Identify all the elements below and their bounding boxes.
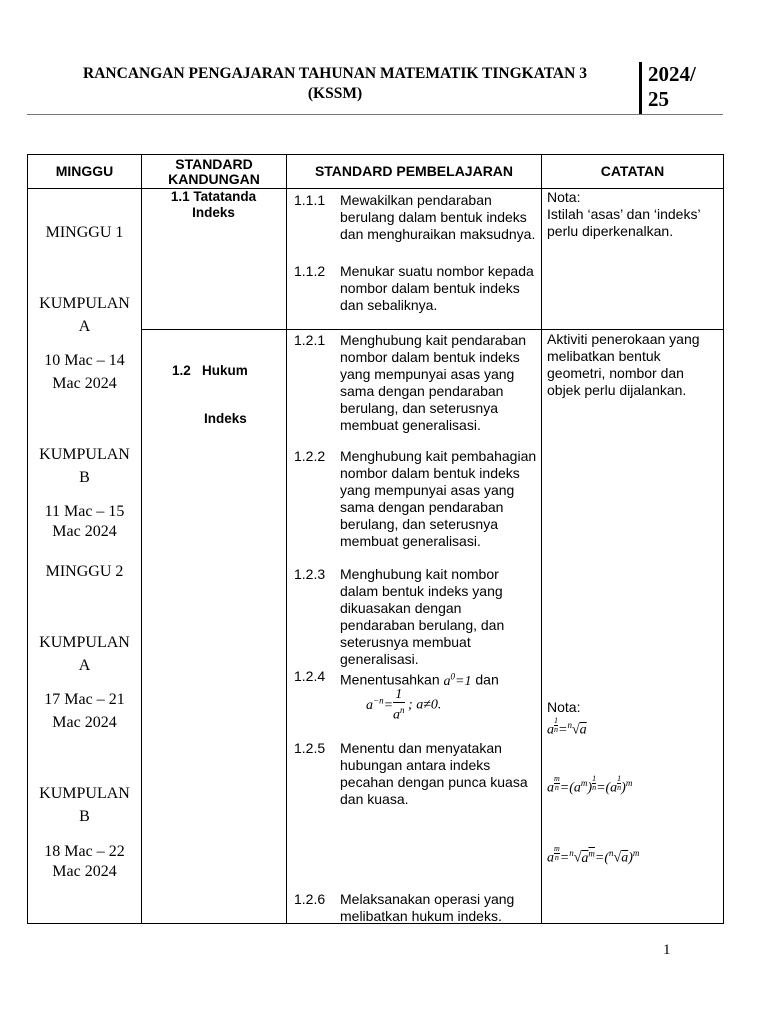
learning-standard-1-2-3 xyxy=(288,566,540,668)
document-title xyxy=(40,64,630,104)
group-label-line: A xyxy=(78,657,91,674)
standard-code: 1.2.4 xyxy=(294,668,326,684)
column-divider xyxy=(286,155,287,923)
standard-code: 1.2.1 xyxy=(294,332,326,348)
date-line: 18 Mac – 22 xyxy=(44,843,125,860)
date-range xyxy=(28,842,141,882)
group-label-line: A xyxy=(78,318,91,335)
standard-text-part: dan xyxy=(475,671,499,688)
group-label xyxy=(28,292,141,338)
column-divider xyxy=(541,155,542,923)
date-line: Mac 2024 xyxy=(52,375,117,392)
formula-fractional-root: a $^{\frac{1}{n}}$ =$^n$√a xyxy=(547,716,587,738)
standard-text: Menentu dan menyatakan hubungan antara indeks pecahan dengan punca kuasa dan kuasa. xyxy=(340,740,528,807)
standard-code: 1.2.5 xyxy=(294,740,326,756)
formula-negative-exponent: $a^{-n}=$ $\frac{1}{a^n}$ ; a≠0. xyxy=(366,687,442,723)
learning-standard-1-1-2 xyxy=(288,263,540,314)
group-label-line: KUMPULAN xyxy=(39,785,130,802)
title-line-1: RANCANGAN PENGAJARAN TAHUNAN MATEMATIK TINGKATAN 3 xyxy=(83,65,587,82)
col-header-catatan: CATATAN xyxy=(600,163,665,179)
group-label xyxy=(28,443,141,489)
learning-standard-1-2-6 xyxy=(288,891,540,925)
note-terminology xyxy=(547,189,721,240)
standard-text: Menghubung kait pendaraban nombor dalam bentuk indeks yang mempunyai asas yang sama dengan pendaraban berulang, dan seterusnya membuat generalisasi. xyxy=(340,332,527,433)
date-range xyxy=(28,502,141,542)
date-range xyxy=(28,349,141,395)
group-label xyxy=(28,782,141,828)
content-standard-1-1 xyxy=(141,189,286,221)
col-header-standard-pembelajaran: STANDARD PEMBELAJARAN xyxy=(314,163,514,179)
header-rule xyxy=(27,114,723,115)
week-label: MINGGU 2 xyxy=(45,563,124,580)
standard-code: 1.1.1 xyxy=(294,192,326,208)
year-line-1: 2024/ xyxy=(648,62,696,86)
standard-text: Menghubung kait pembahagian nombor dalam bentuk indeks yang mempunyai asas yang sama dengan pendaraban berulang, dan seterusnya membuat generalisasi. xyxy=(340,448,537,549)
column-divider xyxy=(141,155,142,923)
group-label-line: KUMPULAN xyxy=(39,295,130,312)
date-line: Mac 2024 xyxy=(52,863,117,880)
title-line-2: (KSSM) xyxy=(307,85,363,102)
row-divider xyxy=(141,329,723,330)
learning-standard-1-2-2 xyxy=(288,448,540,550)
learning-standard-1-2-1 xyxy=(288,332,540,434)
header-divider xyxy=(639,62,642,114)
standard-code: 1.1.2 xyxy=(294,263,326,279)
date-line: Mac 2024 xyxy=(52,714,117,731)
note-activity: Aktiviti penerokaan yang melibatkan bentuk geometri, nombor dan objek perlu dijalankan. xyxy=(547,331,700,398)
date-line: 11 Mac – 15 xyxy=(44,503,125,520)
group-label-line: KUMPULAN xyxy=(39,446,130,463)
content-standard-line: Indeks xyxy=(204,411,247,426)
date-line: 17 Mac – 21 xyxy=(44,691,125,708)
standard-text: Menghubung kait nombor dalam bentuk indeks yang dikuasakan dengan pendaraban berulang, dan seterusnya membuat generalisasi. xyxy=(340,566,505,667)
learning-standard-1-1-1 xyxy=(288,192,540,243)
standard-text: Melaksanakan operasi yang melibatkan hukum indeks. xyxy=(340,891,515,924)
standard-code: 1.2.6 xyxy=(294,891,326,907)
formula-power-of-power: a $^{\frac{m}{n}}$ $=(a^m)$ $^{\frac{1}{n}}$ =(a $^{\frac{1}{n}}$ )$^m$ xyxy=(547,774,633,796)
standard-text: Mewakilkan pendaraban berulang dalam bentuk indeks dan menghuraikan maksudnya. xyxy=(340,192,536,242)
date-line: Mac 2024 xyxy=(52,523,117,540)
learning-standard-1-2-5 xyxy=(288,740,540,808)
date-line: 10 Mac – 14 xyxy=(44,352,125,369)
col-header-standard-kandungan: STANDARD KANDUNGAN xyxy=(168,155,260,187)
group-label-line: B xyxy=(79,808,90,825)
content-standard-line: 1.2 Hukum xyxy=(172,363,248,378)
standard-code: 1.2.2 xyxy=(294,448,326,464)
note-text: Istilah ‘asas’ dan ‘indeks’ perlu diperkenalkan. xyxy=(547,206,701,239)
content-standard-line: Indeks xyxy=(192,205,235,220)
content-standard-line: 1.1 Tatatanda xyxy=(170,189,257,204)
academic-year xyxy=(648,62,696,112)
content-standard-1-2 xyxy=(172,331,282,459)
formula-root-of-power: a $^{\frac{m}{n}}$ $=^n√a^m=(^n√a)^m$ xyxy=(547,844,640,866)
standard-text-part: Menentusahkan xyxy=(340,671,440,688)
group-label-line: B xyxy=(79,469,90,486)
standard-code: 1.2.3 xyxy=(294,566,326,582)
week-label: MINGGU 1 xyxy=(45,224,124,241)
group-label xyxy=(28,631,141,677)
date-range xyxy=(28,688,141,734)
year-line-2: 25 xyxy=(648,87,669,111)
group-label-line: KUMPULAN xyxy=(39,634,130,651)
page-number: 1 xyxy=(663,942,671,958)
col-header-minggu: MINGGU xyxy=(55,163,114,179)
standard-text: Menukar suatu nombor kepada nombor dalam bentuk indeks dan sebaliknya. xyxy=(340,263,534,313)
lesson-plan-table xyxy=(27,154,724,924)
note-heading-fractional-index: Nota: xyxy=(547,699,581,715)
formula-zero-exponent: $a^0=1$ xyxy=(443,671,472,689)
note-heading: Nota: xyxy=(547,189,581,205)
